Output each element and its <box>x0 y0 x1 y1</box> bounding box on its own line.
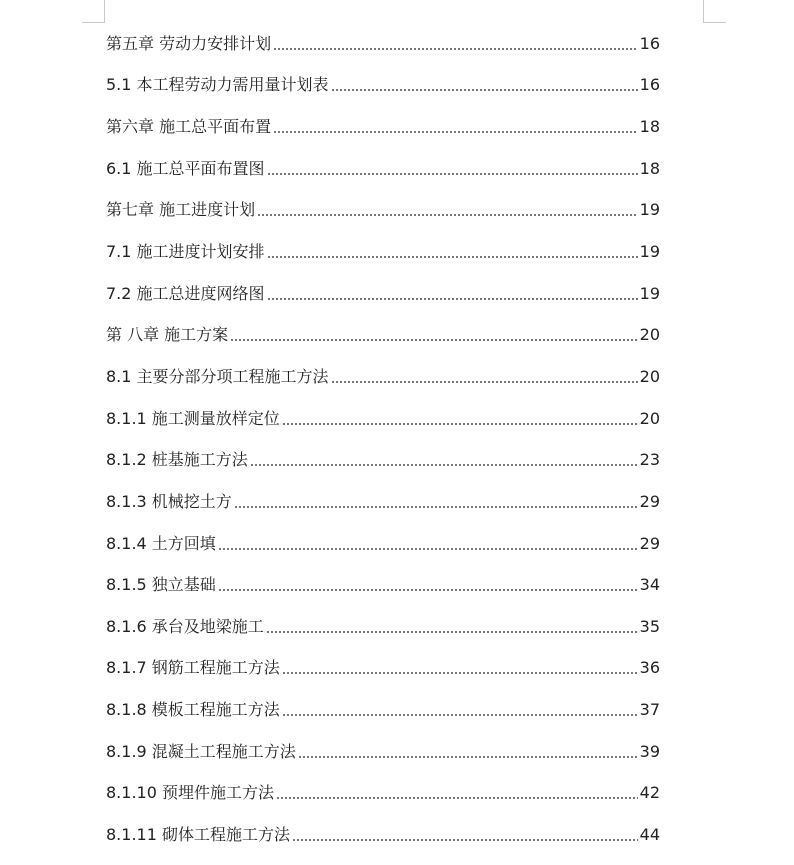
toc-entry-title: 第七章 施工进度计划 <box>106 200 256 220</box>
toc-entry-page: 34 <box>639 575 660 595</box>
toc-entry-page: 29 <box>639 491 660 511</box>
toc-entry[interactable] <box>106 314 660 356</box>
toc-entry[interactable] <box>106 106 660 148</box>
toc-entry[interactable] <box>106 481 660 523</box>
toc-entry[interactable] <box>106 23 660 65</box>
toc-entry-page: 36 <box>639 658 660 678</box>
page-corner-mark-left <box>82 0 105 23</box>
toc-leader-dots <box>266 630 638 634</box>
toc-entry[interactable] <box>106 773 660 815</box>
toc-entry[interactable] <box>106 190 660 232</box>
toc-leader-dots <box>267 255 638 259</box>
toc-entry[interactable] <box>106 273 660 315</box>
toc-entry-page: 35 <box>639 616 660 636</box>
toc-entry-title: 8.1 主要分部分项工程施工方法 <box>106 366 329 386</box>
toc-entry[interactable] <box>106 814 660 856</box>
toc-entry-title: 8.1.9 混凝土工程施工方法 <box>106 741 296 761</box>
toc-entry-page: 16 <box>639 33 660 53</box>
toc-entry[interactable] <box>106 606 660 648</box>
toc-entry-page: 20 <box>639 325 660 345</box>
toc-entry-title: 第 八章 施工方案 <box>106 325 229 345</box>
toc-leader-dots <box>257 213 638 217</box>
toc-leader-dots <box>298 755 638 759</box>
toc-entry-title: 8.1.1 施工测量放样定位 <box>106 408 280 428</box>
toc-entry-title: 7.1 施工进度计划安排 <box>106 242 265 262</box>
toc-entry-page: 19 <box>639 242 660 262</box>
toc-entry-title: 8.1.11 砌体工程施工方法 <box>106 824 290 844</box>
toc-entry[interactable] <box>106 523 660 565</box>
toc-entry-page: 19 <box>639 283 660 303</box>
toc-leader-dots <box>292 838 638 842</box>
toc-entry-title: 8.1.6 承台及地梁施工 <box>106 616 264 636</box>
toc-entry[interactable] <box>106 564 660 606</box>
toc-leader-dots <box>273 47 638 51</box>
toc-entry[interactable] <box>106 439 660 481</box>
toc-entry-page: 44 <box>639 824 660 844</box>
toc-leader-dots <box>234 505 638 509</box>
toc-leader-dots <box>267 297 638 301</box>
toc-leader-dots <box>331 380 638 384</box>
toc-leader-dots <box>331 88 638 92</box>
toc-entry-title: 7.2 施工总进度网络图 <box>106 283 265 303</box>
toc-entry-title: 8.1.7 钢筋工程施工方法 <box>106 658 280 678</box>
toc-entry-page: 29 <box>639 533 660 553</box>
page-corner-mark-right <box>703 0 726 23</box>
toc-leader-dots <box>267 172 638 176</box>
toc-entry[interactable] <box>106 731 660 773</box>
toc-leader-dots <box>218 547 638 551</box>
toc-entry-title: 8.1.10 预埋件施工方法 <box>106 783 274 803</box>
toc-entry[interactable] <box>106 689 660 731</box>
toc-entry[interactable] <box>106 356 660 398</box>
toc-entry-page: 18 <box>639 158 660 178</box>
toc-entry-title: 8.1.5 独立基础 <box>106 575 216 595</box>
toc-leader-dots <box>273 130 638 134</box>
toc-entry-title: 6.1 施工总平面布置图 <box>106 158 265 178</box>
toc-entry[interactable] <box>106 65 660 107</box>
toc-entry-page: 16 <box>639 75 660 95</box>
toc-entry-title: 5.1 本工程劳动力需用量计划表 <box>106 75 329 95</box>
toc-leader-dots <box>230 338 637 342</box>
toc-entry[interactable] <box>106 148 660 190</box>
toc-entry[interactable] <box>106 231 660 273</box>
toc-entry[interactable] <box>106 398 660 440</box>
toc-entry-title: 8.1.3 机械挖土方 <box>106 491 232 511</box>
toc-leader-dots <box>250 463 638 467</box>
toc-entry-title: 8.1.4 土方回填 <box>106 533 216 553</box>
toc-entry-title: 第六章 施工总平面布置 <box>106 117 272 137</box>
toc-entry-page: 19 <box>639 200 660 220</box>
toc-entry-page: 42 <box>639 783 660 803</box>
table-of-contents <box>106 23 660 856</box>
toc-entry-page: 37 <box>639 700 660 720</box>
toc-entry-page: 18 <box>639 117 660 137</box>
toc-leader-dots <box>276 796 638 800</box>
toc-leader-dots <box>218 588 638 592</box>
toc-entry-page: 23 <box>639 450 660 470</box>
toc-entry[interactable] <box>106 648 660 690</box>
toc-leader-dots <box>282 671 638 675</box>
toc-entry-page: 20 <box>639 366 660 386</box>
toc-entry-title: 8.1.2 桩基施工方法 <box>106 450 248 470</box>
toc-entry-title: 8.1.8 模板工程施工方法 <box>106 700 280 720</box>
toc-entry-page: 39 <box>639 741 660 761</box>
toc-entry-title: 第五章 劳动力安排计划 <box>106 33 272 53</box>
toc-entry-page: 20 <box>639 408 660 428</box>
toc-leader-dots <box>282 713 638 717</box>
toc-leader-dots <box>282 422 638 426</box>
